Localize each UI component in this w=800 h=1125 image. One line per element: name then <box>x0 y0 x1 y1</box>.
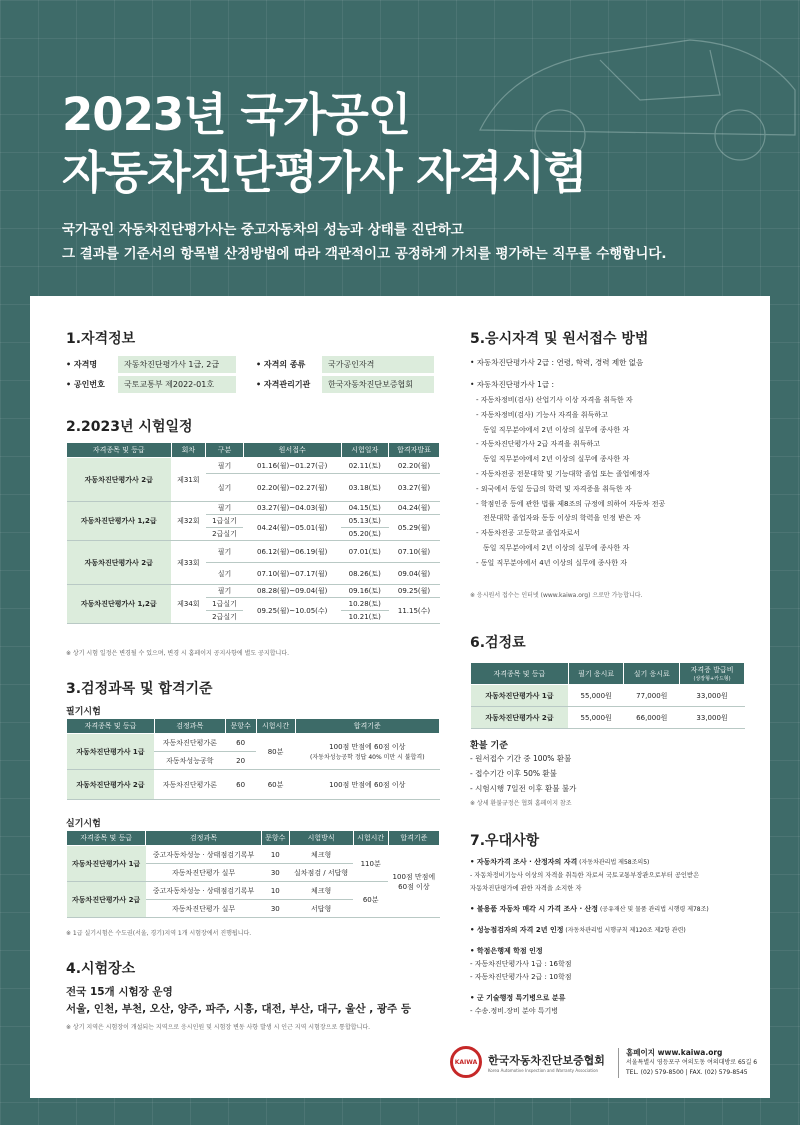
schedule-note: ※ 상기 시험 일정은 변경될 수 있으며, 변경 시 홈페이지 공지사항에 별도 공지합니다. <box>66 650 289 657</box>
venue-list: 서울, 인천, 부천, 오산, 양주, 파주, 시흥, 대전, 부산, 대구, 울산 , 광주 등 <box>66 1003 411 1015</box>
org-logo <box>450 1046 605 1078</box>
venue-count: 전국 15개 시험장 운영 <box>66 986 173 998</box>
section-2-title: 2.2023년 시험일정 <box>66 419 193 435</box>
section-1-title: 1.자격정보 <box>66 331 136 347</box>
eligibility-note: ※ 응시원서 접수는 인터넷 (www.kaiwa.org) 으로만 가능합니다. <box>470 592 643 599</box>
content-panel <box>30 296 770 1098</box>
section-4-title: 4.시험장소 <box>66 961 136 977</box>
info-item: • 공인번호 국토교통부 제2022-01호 <box>66 376 236 393</box>
written-exam-label: 필기시험 <box>66 707 101 717</box>
refund-title: 환불 기준 <box>470 741 508 751</box>
section-6-title: 6.검정료 <box>470 635 526 651</box>
practical-exam-label: 실기시험 <box>66 819 101 829</box>
refund-list: - 원서접수 기간 중 100% 환불 - 접수기간 이후 50% 환불 - 시험시행 7일전 이후 환불 불가 <box>470 754 577 793</box>
info-item: • 자격관리기관 한국자동차진단보증협회 <box>256 376 434 393</box>
info-item: • 자격의 종류 국가공인자격 <box>256 356 434 373</box>
schedule-table: 자격종목 및 등급 회차 구분 원서접수 시험일자 합격자발표 자동차진단평가사 2급 제31회 필기 01.16(월)~01.27(금) 02.11(토) 02.20(월) 실기 02.20(월)~02.27(월) 03.18(토) 03.27(월) 자동차진단평가사 1,2급 제32회 필기 03.27(월)~04.03(월) 04.15(토) 04.24(월) 1급실기 04.24(월)~05.01(월) 05.13(토) 05.29(월) 2급실기 05.20(토) 자동차진단평가사 2급 제33회 필기 06.12(월)~06.19(월) 07.01(토) 07.10(월) 실기 07.10(월)~07.17(월) 08.26(토) 09.04(월) 자동차진단평가사 1,2급 제34회 필기 08.28(월)~09.04(월) 09.16(토) 09.25(월) 1급실기 09.25(월)~10.05(수) 10.28(토) 11.15(수) 2급실기 10.21(토) <box>66 442 440 624</box>
homepage-link[interactable]: 홈페이지 www.kaiwa.org <box>626 1048 723 1057</box>
refund-note: ※ 상세 환불규정은 협회 홈페이지 참조 <box>470 800 572 807</box>
eligibility-1: • 자동차진단평가사 1급 : <box>470 380 555 389</box>
org-name: 한국자동차진단보증협회 <box>488 1053 605 1067</box>
fee-table: 자격종목 및 등급 필기 응시료 실기 응시료 자격증 발급비 (상장형+카드형) 자동차진단평가사 1급 55,000원 77,000원 33,000원 자동차진단평가사 2급 55,000원 66,000원 33,000원 <box>470 662 745 729</box>
title-line-1: 2023년 국가공인 <box>62 88 411 141</box>
practical-exam-table: 자격종목 및 등급 검정과목 문항수 시험방식 시험시간 합격기준 자동차진단평가사 1급 중고자동차성능 · 상태점검기록부 10 체크형 110분 100점 만점에 60점 이상 자동차진단평가 실무 30 실차점검 / 서답형 자동차진단평가사 2급 중고자동차성능 · 상태점검기록부 10 체크형 60분 자동차진단평가 실무 30 서답형 <box>66 830 440 918</box>
venue-note: ※ 상기 지역은 시험장이 개설되는 지역으로 응시인원 및 시험장 변동 사항 발생 시 인근 지역 시험장으로 통합합니다. <box>66 1024 371 1031</box>
contact-info: 홈페이지 www.kaiwa.org 서울특별시 영등포구 여의도동 여의대방로 65길 6 TEL. (02) 579-8500 | FAX. (02) 579-8545 <box>618 1048 757 1078</box>
benefits-list: • 자동차가격 조사 · 산정자의 자격 (자동차관리법 제58조의5) - 자동차정비기능사 이상의 자격을 취득한 자로서 국토교통부장관으로부터 공인받은 자동차진단평가에 관한 자격을 소지한 자 • 불용품 자동차 매각 시 가격 조사 · 산정 (공유재산 및 물품 관리법 시행령 제78조) • 성능점검자의 자격 2년 인정 (자동차관리법 시행규칙 제120조 제2항 관련) • 학점은행제 학점 인정 - 자동차진단평가사 1급 : 16학점 - 자동차진단평가사 2급 : 10학점 • 군 기술행정 특기병으로 분류 - 수송.정비.장비 분야 특기병 <box>470 858 709 1015</box>
intro-line-1: 국가공인 자동차진단평가사는 중고자동차의 성능과 상태를 진단하고 <box>62 222 464 238</box>
section-5-title: 5.응시자격 및 원서접수 방법 <box>470 331 649 347</box>
section-3-title: 3.검정과목 및 합격기준 <box>66 681 213 697</box>
org-name-en: Korea Automotive Inspection and Warranty Association <box>488 1067 599 1073</box>
section-7-title: 7.우대사항 <box>470 833 540 849</box>
intro-line-2: 그 결과를 기준서의 항목별 산정방법에 따라 객관적이고 공정하게 가치를 평가하는 직무를 수행합니다. <box>62 246 667 262</box>
intro-text <box>62 218 667 266</box>
written-exam-table: 자격종목 및 등급 검정과목 문항수 시험시간 합격기준 자동차진단평가사 1급 자동차진단평가론 60 80분 100점 만점에 60점 이상 (자동차성능공학 정답 40% 미만 시 불합격) 자동차성능공학 20 자동차진단평가사 2급 자동차진단평가론 60 60분 100점 만점에 60점 이상 <box>66 718 440 800</box>
kaiwa-logo-icon: KAIWA <box>450 1046 482 1078</box>
info-item: • 자격명 자동차진단평가사 1급, 2급 <box>66 356 236 373</box>
eligibility-list: - 자동차정비(검사) 산업기사 이상 자격을 취득한 자 - 자동차정비(검사) 기능사 자격을 취득하고 동일 직무분야에서 2년 이상의 실무에 종사한 자 - 자동차진단평가사 2급 자격을 취득하고 동일 직무분야에서 2년 이상의 실무에 종사한 자 - 자동차전공 전문대학 및 기능대학 졸업 또는 졸업예정자 - 외국에서 동일 등급의 학력 및 자격증을 취득한 자 - 학점인증 등에 관한 법률 제8조의 규정에 의하여 자동차 전공 전문대학 졸업자와 동등 이상의 학력을 인정 받은 자 - 자동차전공 고등학교 졸업자로서 동일 직무분야에서 2년 이상의 실무에 종사한 자 - 동일 직무분야에서 4년 이상의 실무에 종사한 자 <box>476 396 666 567</box>
title-line-2: 자동차진단평가사 자격시험 <box>62 146 587 199</box>
eligibility-2: • 자동차진단평가사 2급 : 연령, 학력, 경력 제한 없음 <box>470 358 644 367</box>
practical-note: ※ 1급 실기시험은 수도권(서울, 경기)지역 1개 시험장에서 진행됩니다. <box>66 930 252 937</box>
